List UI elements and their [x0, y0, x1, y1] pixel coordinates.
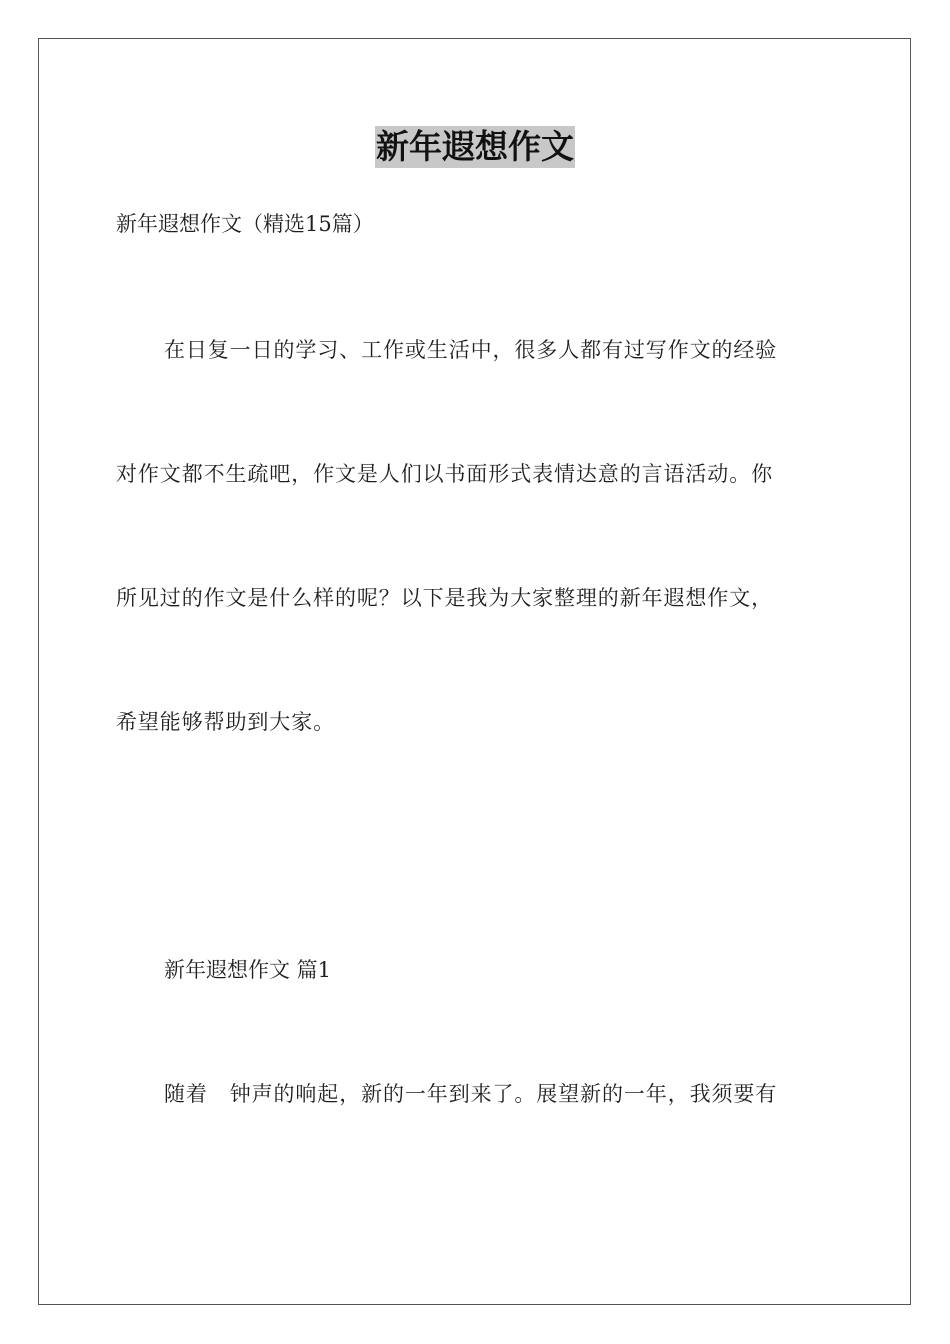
section-line-1: 随着 钟声的响起，新的一年到来了。展望新的一年，我须要有: [164, 1082, 778, 1106]
intro-line-4: 希望能够帮助到大家。: [116, 710, 335, 734]
intro-line-3: 所见过的作文是什么样的呢？以下是我为大家整理的新年遐想作文，: [116, 586, 773, 610]
intro-line-2: 对作文都不生疏吧，作文是人们以书面形式表情达意的言语活动。你: [116, 462, 773, 486]
document-title: 新年遐想作文: [376, 127, 574, 166]
section-heading: 新年遐想作文 篇1: [164, 958, 332, 982]
intro-line-1: 在日复一日的学习、工作或生活中，很多人都有过写作文的经验: [164, 338, 778, 362]
document-subtitle: 新年遐想作文（精选15篇）: [116, 212, 374, 236]
title-container: [0, 126, 950, 168]
